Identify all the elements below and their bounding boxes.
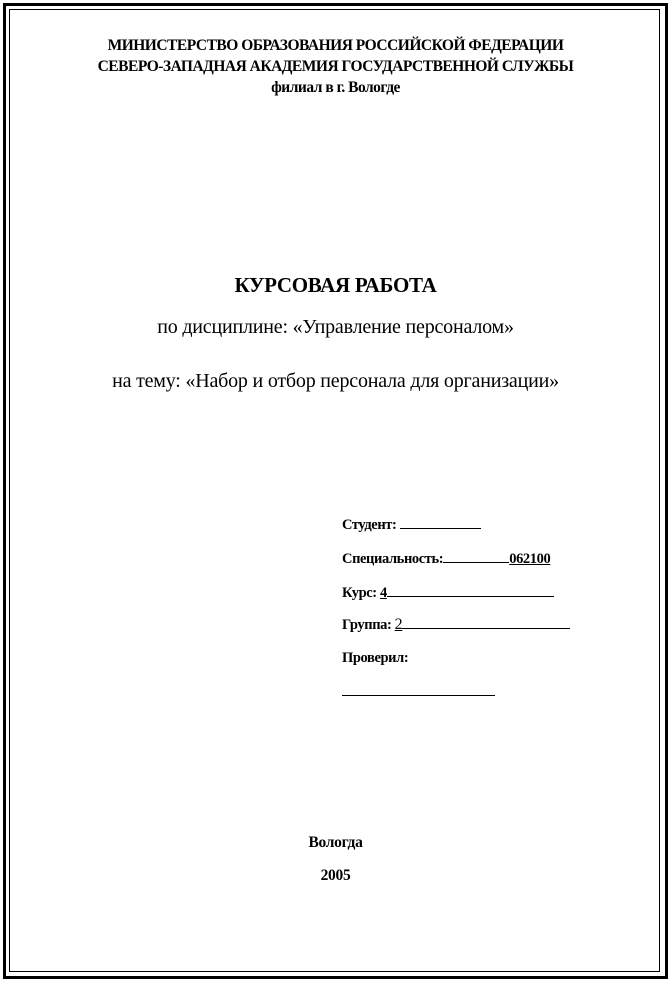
header-ministry: МИНИСТЕРСТВО ОБРАЗОВАНИЯ РОССИЙСКОЙ ФЕДЕРАЦИИ [107, 37, 564, 54]
specialty-label: Специальность: [342, 551, 444, 567]
group-field [342, 614, 570, 634]
checked-signature-line [342, 695, 495, 696]
course-label: Курс: [342, 585, 377, 601]
footer-year: 2005 [320, 867, 351, 884]
specialty-value: 062100 [509, 551, 551, 567]
discipline-line: по дисциплине: «Управление персоналом» [157, 316, 514, 338]
course-value: 4 [379, 585, 387, 601]
footer-city: Вологда [308, 834, 363, 851]
header-academy: СЕВЕРО-ЗАПАДНАЯ АКАДЕМИЯ ГОСУДАРСТВЕННОЙ СЛУЖБЫ [97, 58, 574, 75]
group-label: Группа: [342, 617, 392, 633]
student-field [342, 514, 481, 534]
course-field [342, 582, 554, 602]
specialty-blank-line [443, 548, 509, 563]
checked-label: Проверил: [342, 650, 409, 666]
group-blank-line [402, 614, 570, 629]
student-label: Студент: [342, 517, 397, 533]
document-title: КУРСОВАЯ РАБОТА [234, 273, 437, 297]
topic-line: на тему: «Набор и отбор персонала для организации» [112, 370, 559, 392]
group-value: 2 [394, 616, 403, 633]
student-blank-line [400, 514, 481, 529]
course-blank-line [387, 582, 554, 597]
checked-field [342, 650, 408, 667]
header-branch: филиал в г. Вологде [271, 79, 400, 96]
page-border-inner [9, 9, 660, 972]
specialty-field [342, 548, 550, 568]
